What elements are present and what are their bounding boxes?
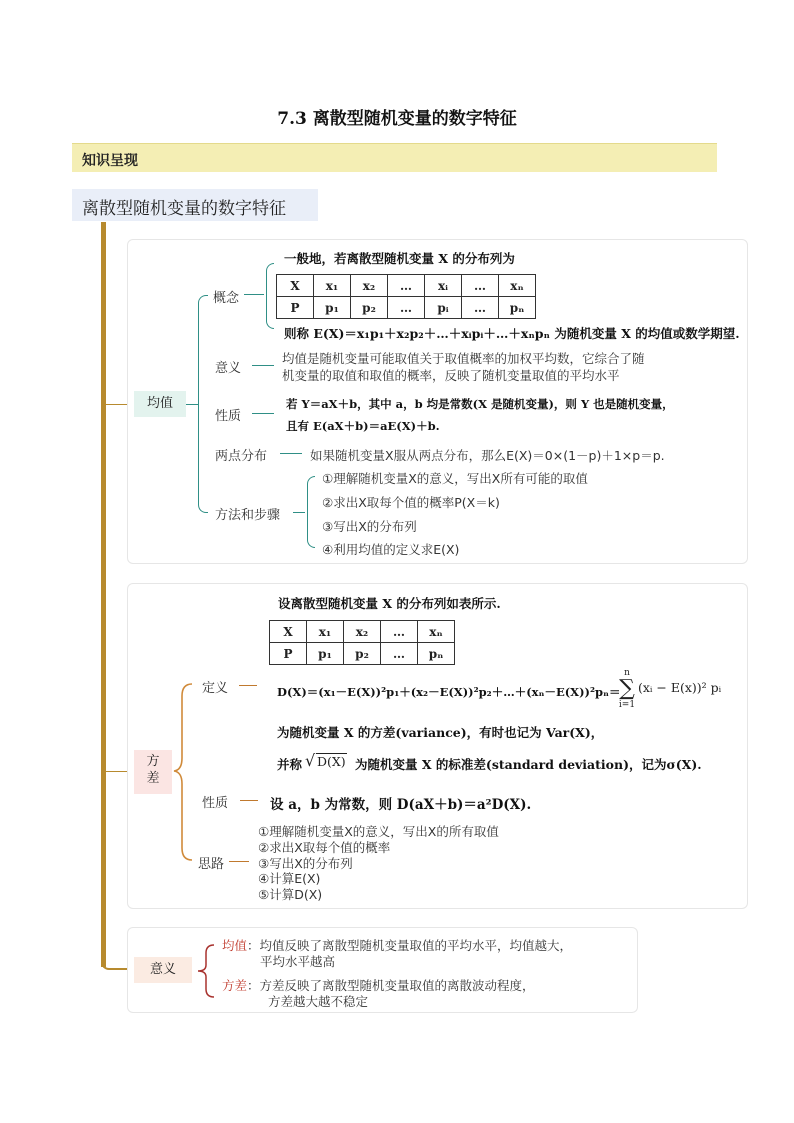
mean-concept-intro: 一般地，若离散型随机变量 X 的分布列为 [284, 251, 515, 266]
table-cell: p₂ [344, 643, 381, 665]
variance-distribution-table [269, 620, 455, 665]
significance-tag: 意义 [134, 957, 192, 983]
mean-property-label: 性质 [215, 409, 242, 424]
mean-meaning-line1: 均值是随机变量可能取值关于取值概率的加权平均数，它综合了随 [282, 351, 645, 366]
table-cell: P [270, 643, 307, 665]
mean-two-point-label: 两点分布 [215, 449, 268, 464]
mean-meaning-label: 意义 [215, 361, 242, 376]
variance-step-4: ④计算E(X) [258, 871, 321, 886]
section-bar [72, 143, 717, 172]
sum-upper: n [624, 668, 630, 678]
table-cell: xₙ [499, 275, 536, 297]
main-trunk-line [101, 222, 106, 967]
topic-label: 离散型随机变量的数字特征 [82, 199, 286, 219]
table-cell: pₙ [499, 297, 536, 319]
mean-method-step-3: ③写出X的分布列 [322, 519, 417, 534]
mean-meaning-connector [252, 365, 274, 366]
table-cell: p₁ [307, 643, 344, 665]
table-cell: … [388, 297, 425, 319]
mean-bracket-stem [186, 404, 198, 405]
table-row [277, 275, 536, 297]
variance-intro: 设离散型随机变量 X 的分布列如表所示. [278, 596, 501, 611]
table-cell: … [381, 643, 418, 665]
sum-term: (xᵢ − E(x))² pᵢ [638, 680, 722, 695]
mean-two-point-connector [280, 453, 302, 454]
mean-distribution-table [276, 274, 536, 319]
section-bar-label: 知识呈现 [82, 153, 138, 169]
mean-bracket [198, 295, 208, 513]
variance-steps-connector [229, 861, 249, 862]
mean-formula: 则称 E(X)＝x₁p₁＋x₂p₂＋…＋xᵢpᵢ＋…＋xₙpₙ 为随机变量 X 的均值或数学期望. [284, 326, 740, 341]
variance-step-5: ⑤计算D(X) [258, 887, 323, 902]
table-cell: p₁ [314, 297, 351, 319]
table-cell: p₂ [351, 297, 388, 319]
table-row [270, 621, 455, 643]
table-cell: pᵢ [425, 297, 462, 319]
table-cell: … [462, 297, 499, 319]
significance-brace [196, 943, 216, 999]
sum-symbol-block [616, 668, 638, 710]
table-cell: X [277, 275, 314, 297]
variance-definition-line3-pre: 并称 [277, 757, 303, 772]
mean-concept-connector [244, 294, 264, 295]
page-title: 7.3 离散型随机变量的数字特征 [277, 109, 517, 129]
variance-step-2: ②求出X取每个值的概率 [258, 840, 391, 855]
table-cell: x₂ [344, 621, 381, 643]
table-cell: xᵢ [425, 275, 462, 297]
variance-tag-text: 方差 [146, 754, 160, 786]
significance-var-key: 方差 [222, 978, 248, 993]
significance-var-line2: 方差越大越不稳定 [268, 994, 369, 1009]
mean-method-step-4: ④利用均值的定义求E(X) [322, 542, 460, 557]
mean-tag: 均值 [134, 391, 186, 417]
mean-meaning-line2: 机变量的取值和取值的概率，反映了随机变量取值的平均水平 [282, 368, 620, 383]
table-cell: X [270, 621, 307, 643]
sqrt-content: D(X) [317, 754, 346, 769]
significance-mean-key: 均值 [222, 938, 248, 953]
sqrt-icon: √ [305, 751, 316, 770]
mean-method-label: 方法和步骤 [215, 508, 281, 523]
table-cell: x₁ [307, 621, 344, 643]
variance-property-connector [240, 800, 258, 801]
table-cell: x₂ [351, 275, 388, 297]
table-cell: P [277, 297, 314, 319]
variance-property-text: 设 a，b 为常数，则 D(aX＋b)＝a²D(X). [270, 797, 532, 813]
table-cell: … [381, 621, 418, 643]
variance-property-label: 性质 [202, 796, 229, 811]
mean-two-point-text: 如果随机变量X服从两点分布，那么E(X)＝0×(1－p)＋1×p＝p. [310, 448, 665, 463]
variance-definition-connector [239, 685, 257, 686]
table-cell: … [462, 275, 499, 297]
table-cell: pₙ [418, 643, 455, 665]
variance-step-3: ③写出X的分布列 [258, 856, 353, 871]
table-cell: xₙ [418, 621, 455, 643]
variance-brace [172, 682, 196, 862]
mean-property-connector [252, 413, 274, 414]
significance-var-text: ：方差反映了离散型随机变量取值的离散波动程度， [247, 978, 535, 993]
table-row [270, 643, 455, 665]
sum-sigma-icon: ∑ [619, 676, 635, 701]
mean-property-line1: 若 Y＝aX＋b，其中 a，b 均是常数(X 是随机变量)，则 Y 也是随机变量， [286, 397, 674, 411]
significance-mean-line2: 平均水平越高 [260, 954, 336, 969]
mean-concept-label: 概念 [213, 291, 240, 306]
mean-method-step-1: ①理解随机变量X的意义，写出X所有可能的取值 [322, 471, 588, 486]
mean-method-subbracket [307, 476, 315, 548]
table-cell: … [388, 275, 425, 297]
variance-definition-line2: 为随机变量 X 的方差(variance)，有时也记为 Var(X)， [277, 725, 604, 740]
topic-box [72, 189, 318, 221]
variance-definition-label: 定义 [202, 681, 229, 696]
significance-mean-text: ：均值反映了离散型随机变量取值的平均水平，均值越大， [247, 938, 573, 953]
variance-formula: D(X)＝(x₁－E(X))²p₁＋(x₂－E(X))²p₂＋…＋(xₙ－E(X))²pₙ＝ [277, 685, 621, 699]
table-cell: x₁ [314, 275, 351, 297]
variance-steps-label: 思路 [198, 857, 225, 872]
variance-step-1: ①理解随机变量X的意义，写出X的所有取值 [258, 824, 499, 839]
mean-property-line2: 且有 E(aX＋b)＝aE(X)＋b. [286, 419, 440, 433]
mean-method-step-2: ②求出X取每个值的概率P(X＝k) [322, 495, 500, 510]
mean-method-connector [293, 512, 305, 513]
sum-lower: i=1 [618, 700, 636, 710]
variance-definition-line3-post: 为随机变量 X 的标准差(standard deviation)，记为σ(X). [355, 757, 702, 772]
mean-concept-subbracket [266, 263, 274, 329]
variance-tag [134, 750, 172, 794]
table-row [277, 297, 536, 319]
